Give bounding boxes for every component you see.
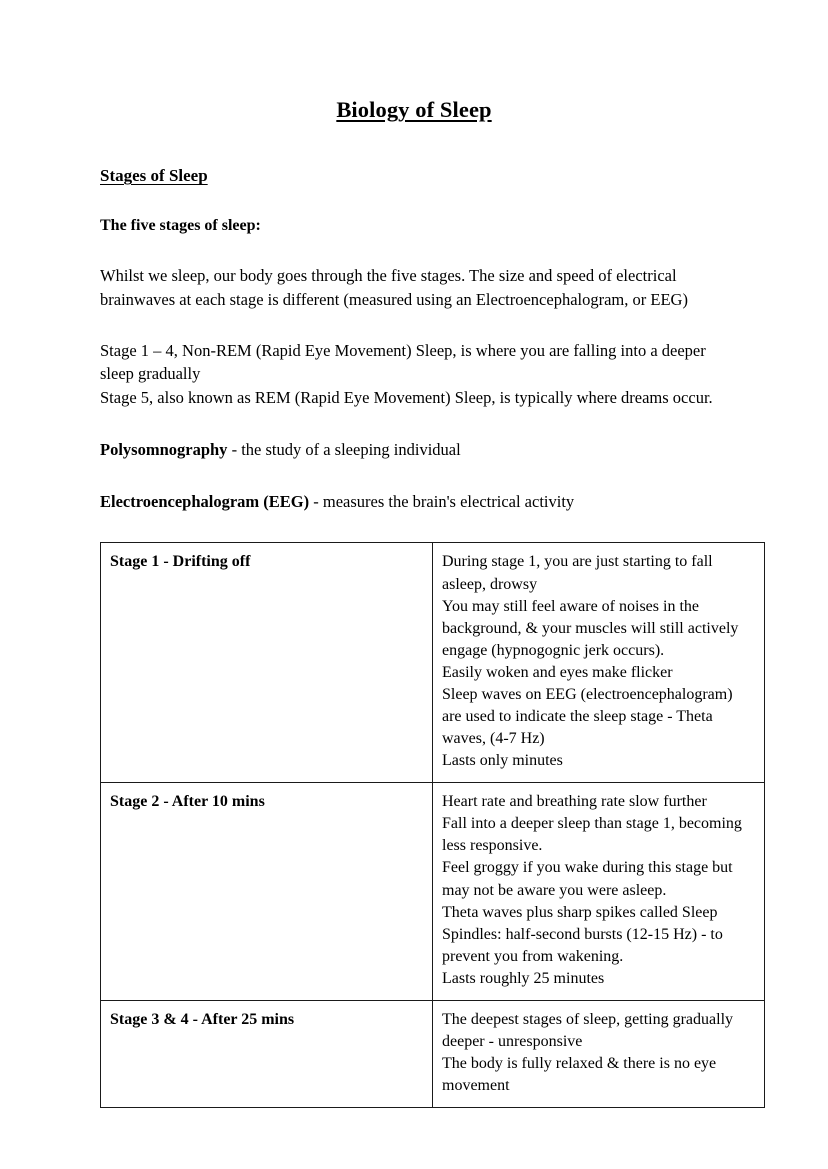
definition-eeg	[100, 490, 728, 514]
definition-polysomnography	[100, 438, 728, 462]
definition-separator: -	[227, 439, 242, 459]
description-line: Fall into a deeper sleep than stage 1, becoming less responsive.	[442, 815, 742, 855]
paragraph-intro: Whilst we sleep, our body goes through the five stages. The size and speed of electrical brainwaves at each stage is different (measured using an Electroencephalogram, or EEG)	[100, 266, 688, 309]
description-line: Lasts only minutes	[442, 752, 563, 770]
table-row	[101, 783, 765, 1001]
description-line: Easily woken and eyes make flicker	[442, 663, 673, 681]
paragraph-rem: Stage 5, also known as REM (Rapid Eye Movement) Sleep, is typically where dreams occur.	[100, 388, 713, 408]
description-line: You may still feel aware of noises in the background, & your muscles will still actively engage (hypnogognic jerk occurs).	[442, 597, 739, 659]
description-line: Feel groggy if you wake during this stage but may not be aware you were asleep.	[442, 859, 733, 899]
paragraph-non-rem: Stage 1 – 4, Non-REM (Rapid Eye Movement) Sleep, is where you are falling into a deeper sleep gradually	[100, 340, 706, 384]
description-line: The body is fully relaxed & there is no eye movement	[442, 1055, 717, 1095]
definition-term: Electroencephalogram (EEG)	[100, 491, 310, 511]
definition-term: Polysomnography	[100, 439, 228, 459]
description-line: Lasts roughly 25 minutes	[442, 969, 605, 987]
page-title: Biology of Sleep	[336, 97, 492, 122]
section-heading-stages-of-sleep: Stages of Sleep	[100, 166, 208, 186]
table-cell-stage-name: Stage 2 - After 10 mins	[101, 783, 433, 1001]
table-cell-stage-description	[433, 783, 765, 1001]
sleep-stages-table	[100, 542, 765, 1108]
table-row	[101, 1000, 765, 1107]
definition-description: measures the brain's electrical activity	[322, 491, 575, 511]
table-cell-stage-name: Stage 3 & 4 - After 25 mins	[101, 1000, 433, 1107]
sub-heading-five-stages: The five stages of sleep:	[100, 217, 261, 235]
description-line: Theta waves plus sharp spikes called Sleep Spindles: half-second bursts (12-15 Hz) - to prevent you from wakening.	[442, 903, 723, 965]
table-cell-stage-description	[433, 543, 765, 783]
table-cell-stage-name: Stage 1 - Drifting off	[101, 543, 433, 783]
definition-separator: -	[309, 491, 323, 511]
table-row	[101, 543, 765, 783]
description-line: During stage 1, you are just starting to fall asleep, drowsy	[442, 553, 713, 593]
description-line: The deepest stages of sleep, getting gradually deeper - unresponsive	[442, 1010, 734, 1050]
description-line: Heart rate and breathing rate slow further	[442, 793, 707, 811]
description-line: Sleep waves on EEG (electroencephalogram) are used to indicate the sleep stage - Theta waves, (4-7 Hz)	[442, 685, 733, 748]
document-body	[100, 96, 742, 1108]
table-body	[101, 543, 765, 1108]
definition-description: the study of a sleeping individual	[241, 439, 461, 459]
table-cell-stage-description	[433, 1000, 765, 1107]
